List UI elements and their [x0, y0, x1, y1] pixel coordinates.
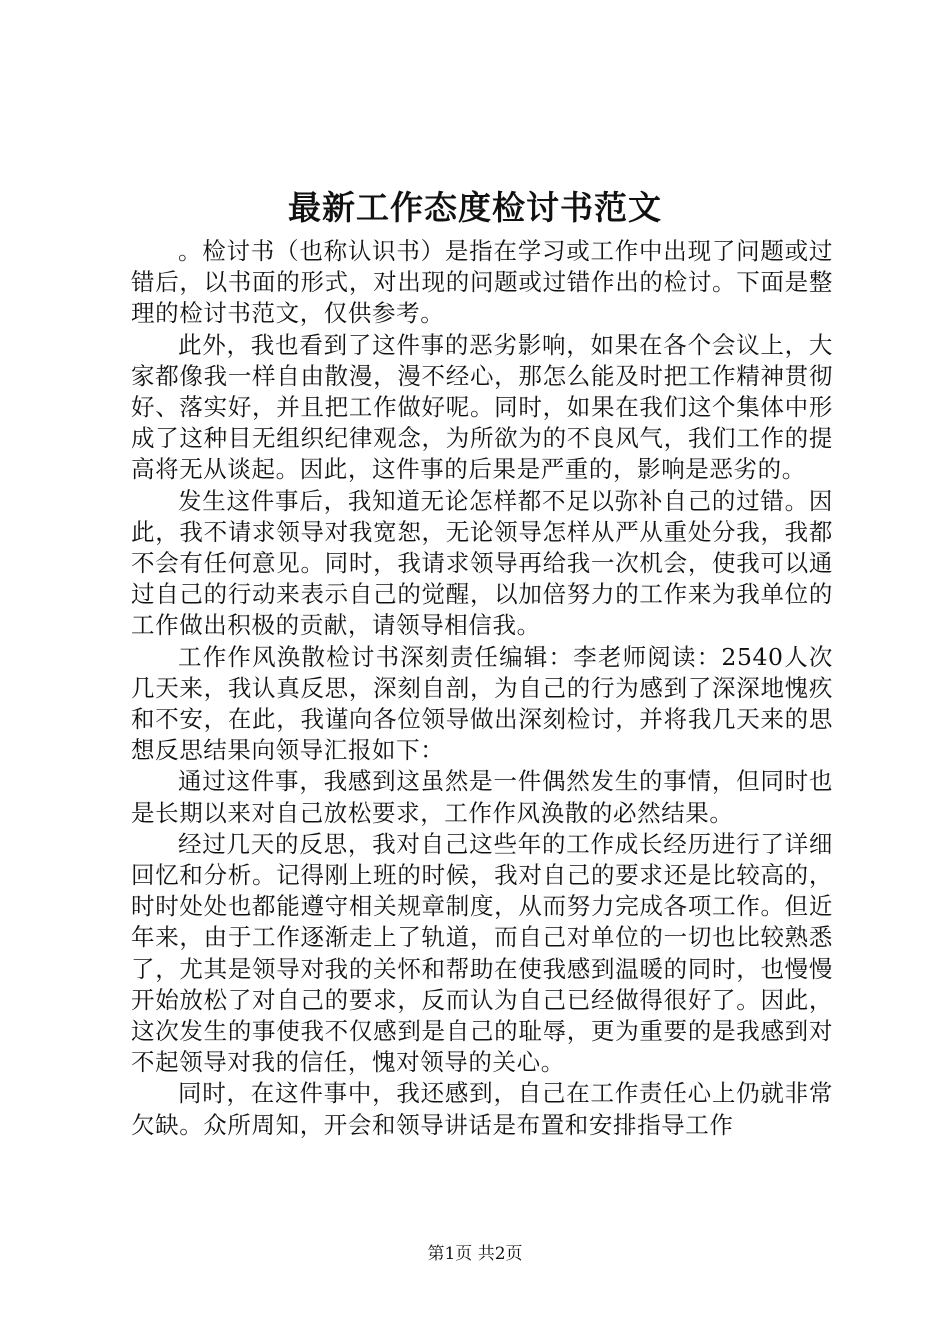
paragraph: 经过几天的反思，我对自己这些年的工作成长经历进行了详细回忆和分析。记得刚上班的时候，我对自己的要求还是比较高的，时时处处也都能遵守相关规章制度，从而努力完成各项工作。但近年来，由于工作逐渐走上了轨道，而自己对单位的一切也比较熟悉了，尤其是领导对我的关怀和帮助在使我感到温暖的同时，也慢慢开始放松了对自己的要求，反而认为自己已经做得很好了。因此，这次发生的事使我不仅感到是自己的耻辱，更为重要的是我感到对不起领导对我的信任，愧对领导的关心。	[131, 829, 833, 1077]
paragraph: 。检讨书（也称认识书）是指在学习或工作中出现了问题或过错后，以书面的形式，对出现的问题或过错作出的检讨。下面是整理的检讨书范文，仅供参考。	[131, 237, 833, 328]
document-body	[131, 236, 833, 1141]
page-footer: 第1页 共2页	[427, 1244, 523, 1264]
paragraph: 此外，我也看到了这件事的恶劣影响，如果在各个会议上，大家都像我一样自由散漫，漫不经心，那怎么能及时把工作精神贯彻好、落实好，并且把工作做好呢。同时，如果在我们这个集体中形成了这种目无组织纪律观念，为所欲为的不良风气，我们工作的提高将无从谈起。因此，这件事的后果是严重的，影响是恶劣的。	[131, 330, 833, 484]
document-title: 最新工作态度检讨书范文	[288, 188, 662, 227]
paragraph: 发生这件事后，我知道无论怎样都不足以弥补自己的过错。因此，我不请求领导对我宽恕，无论领导怎样从严从重处分我，我都不会有任何意见。同时，我请求领导再给我一次机会，使我可以通过自己的行动来表示自己的觉醒，以加倍努力的工作来为我单位的工作做出积极的贡献，请领导相信我。	[131, 486, 833, 640]
paragraph: 同时，在这件事中，我还感到，自己在工作责任心上仍就非常欠缺。众所周知，开会和领导讲话是布置和安排指导工作	[131, 1079, 833, 1139]
paragraph: 工作作风涣散检讨书深刻责任编辑：李老师阅读：2540人次几天来，我认真反思，深刻自剖，为自己的行为感到了深深地愧疚和不安，在此，我谨向各位领导做出深刻检讨，并将我几天来的思想反思结果向领导汇报如下：	[131, 642, 833, 765]
paragraph: 通过这件事，我感到这虽然是一件偶然发生的事情，但同时也是长期以来对自己放松要求，工作作风涣散的必然结果。	[131, 767, 833, 827]
